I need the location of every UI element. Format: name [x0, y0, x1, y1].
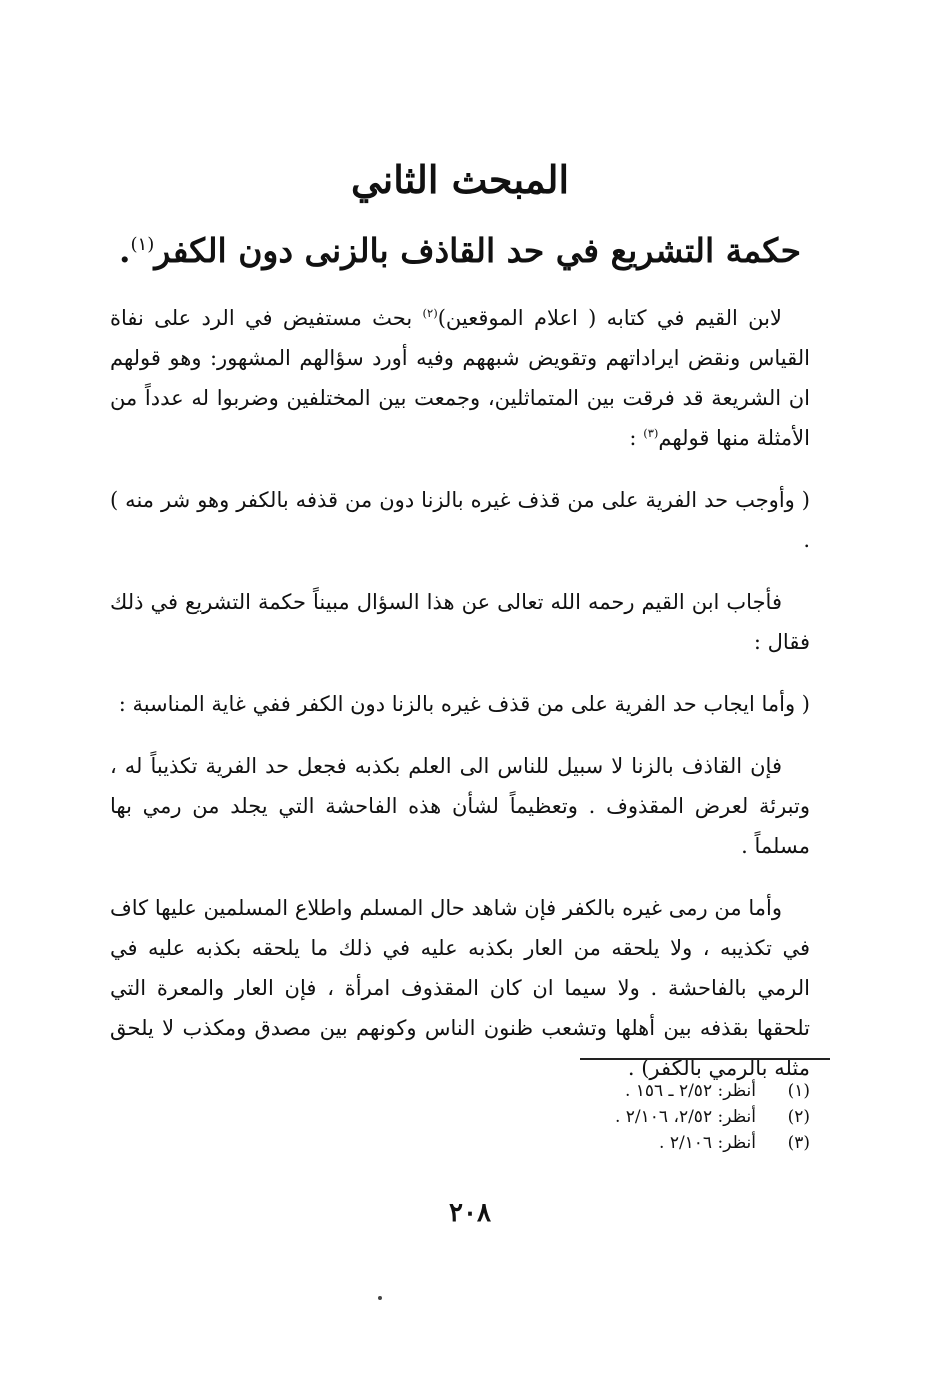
section-title-text: حكمة التشريع في حد القاذف بالزنى دون الكفر	[154, 231, 802, 270]
scan-speck	[378, 1296, 382, 1300]
paragraph-zina-reason: فإن القاذف بالزنا لا سبيل للناس الى العلم بكذبه فجعل حد الفرية تكذيباً له ، وتبرئة لعرض المقذوف . وتعظيماً لشأن هذه الفاحشة التي يجلد من رمي بها مسلماً .	[110, 754, 810, 858]
page-number: ٢٠٨	[449, 1198, 491, 1228]
paragraph-text: بحث مستفيض في الرد على نفاة القياس ونقض ايراداتهم وتقويض شبههم وفيه أورد سؤالهم المشهور: وهو قولهم ان الشريعة قد فرقت بين المتماثلين، وجمعت بين المختلفين وضربوا له عدداً من الأمثلة منها قولهم	[110, 306, 810, 450]
footnote-number: (٢)	[787, 1107, 810, 1127]
paragraph-kufr-reason: وأما من رمى غيره بالكفر فإن شاهد حال المسلم واطلاع المسلمين عليها كاف في تكذيبه ، ولا يلحقه من العار بكذبه عليه في ذلك ما يلحقه بكذبه عليه في الرمي بالفاحشة . ولا سيما ان كان المقذوف امرأة ، فإن العار والمعرة التي تلحقها بقذفه بين أهلها وتشعب ظنون الناس وكونهم بين مصدق ومكذب لا يلحق مثله بالرمي بالكفر) .	[110, 896, 810, 1080]
footnote-text: أنظر: ٢/٥٢ ـ ١٥٦ .	[624, 1081, 756, 1101]
footnote-ref: (٢)	[422, 306, 438, 320]
paragraph-objection-quote: ( وأوجب حد الفرية على من قذف غيره بالزنا دون من قذفه بالكفر وهو شر منه ) .	[110, 488, 810, 552]
footnote-item	[390, 1130, 810, 1156]
paragraph-text: :	[629, 426, 644, 450]
chapter-title: المبحث الثاني	[350, 157, 570, 202]
footnote-item	[390, 1078, 810, 1104]
page-body	[110, 150, 810, 1110]
footnote-number: (١)	[787, 1081, 810, 1101]
footnote-ref: (٣)	[643, 426, 659, 440]
footnote-text: أنظر: ٢/١٠٦ .	[659, 1133, 756, 1153]
footnote-item	[390, 1104, 810, 1130]
paragraph-answer-intro: فأجاب ابن القيم رحمه الله تعالى عن هذا السؤال مبيناً حكمة التشريع في ذلك فقال :	[110, 590, 810, 654]
paragraph-intro	[110, 298, 810, 458]
section-title	[110, 224, 810, 278]
footnote-ref: (١)	[130, 234, 155, 255]
footnote-separator	[580, 1058, 830, 1060]
paragraph-text: لابن القيم في كتابه ( اعلام الموقعين)	[437, 306, 782, 330]
footnote-text: أنظر: ٢/٥٢، ٢/١٠٦ .	[614, 1107, 756, 1127]
footnotes	[390, 1078, 810, 1156]
paragraph-answer-quote: ( وأما ايجاب حد الفرية على من قذف غيره بالزنا دون الكفر ففي غاية المناسبة :	[118, 692, 810, 716]
section-title-period: .	[118, 231, 131, 270]
footnote-number: (٣)	[787, 1133, 810, 1153]
